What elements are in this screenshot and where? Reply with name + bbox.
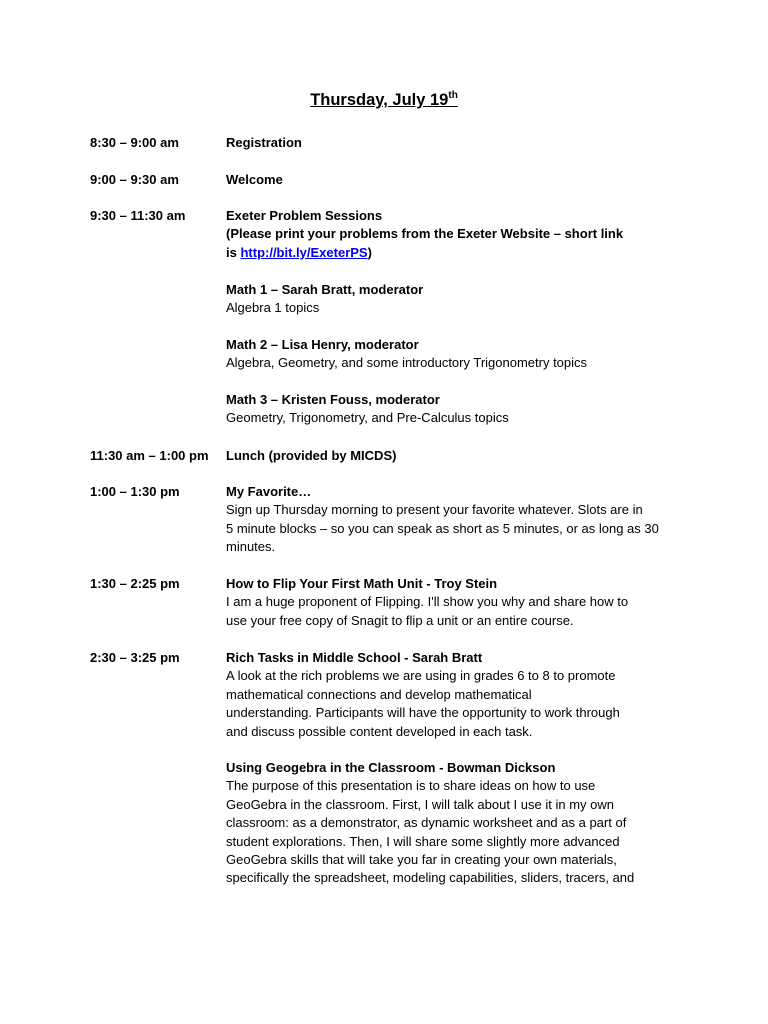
entry-line: mathematical connections and develop mathematical [226, 686, 532, 702]
entry-time: 2:30 – 3:25 pm [90, 650, 180, 665]
note-suffix: ) [367, 244, 372, 260]
entry-line: classroom: as a demonstrator, as dynamic worksheet and as a part of [226, 815, 627, 831]
entry-heading: Using Geogebra in the Classroom - Bowman Dickson [226, 760, 556, 775]
entry-time: 11:30 am – 1:00 pm [90, 448, 209, 463]
entry-line: use your free copy of Snagit to flip a unit or an entire course. [226, 612, 574, 628]
entry-note-link-line [226, 244, 686, 262]
entry-line: A look at the rich problems we are using in grades 6 to 8 to promote [226, 668, 616, 684]
title-text: Thursday, July 19 [310, 91, 449, 109]
entry-text: Geometry, Trigonometry, and Pre-Calculus topics [226, 410, 509, 426]
entry-line: I am a huge proponent of Flipping. I'll show you why and share how to [226, 594, 629, 610]
entry-heading: Registration [226, 135, 302, 150]
entry-text: Algebra 1 topics [226, 300, 320, 316]
note-prefix: is [226, 244, 241, 260]
entry-line: specifically the spreadsheet, modeling capabilities, sliders, tracers, and [226, 870, 635, 886]
entry-line: minutes. [226, 539, 276, 555]
entry-time: 1:30 – 2:25 pm [90, 576, 180, 591]
entry-line: GeoGebra skills that will take you far in creating your own materials, [226, 852, 617, 868]
entry-line: GeoGebra in the classroom. First, I will talk about I use it in my own [226, 796, 614, 812]
entry-line: The purpose of this presentation is to share ideas on how to use [226, 778, 596, 794]
entry-line: and discuss possible content developed in each task. [226, 723, 533, 739]
entry-time: 8:30 – 9:00 am [90, 135, 179, 150]
exeter-short-link[interactable]: http://bit.ly/ExeterPS [240, 244, 368, 260]
entry-line: understanding. Participants will have the opportunity to work through [226, 705, 620, 721]
entry-heading: Math 3 – Kristen Fouss, moderator [226, 392, 440, 407]
entry-line: 5 minute blocks – so you can speak as short as 5 minutes, or as long as 30 [226, 520, 659, 536]
entry-line: Sign up Thursday morning to present your favorite whatever. Slots are in [226, 502, 643, 518]
entry-note: (Please print your problems from the Exeter Website – short link [226, 226, 624, 242]
entry-heading: My Favorite… [226, 484, 312, 499]
entry-time: 1:00 – 1:30 pm [90, 484, 180, 499]
entry-heading: Exeter Problem Sessions [226, 208, 383, 223]
entry-time: 9:00 – 9:30 am [90, 172, 179, 187]
entry-heading: Math 1 – Sarah Bratt, moderator [226, 282, 424, 297]
entry-line: student explorations. Then, I will share some slightly more advanced [226, 833, 620, 849]
entry-time: 9:30 – 11:30 am [90, 208, 186, 223]
entry-heading: Rich Tasks in Middle School - Sarah Bratt [226, 650, 483, 665]
page-title [0, 89, 768, 111]
entry-heading: Welcome [226, 172, 283, 187]
title-superscript: th [448, 90, 458, 101]
entry-heading: How to Flip Your First Math Unit - Troy Stein [226, 576, 498, 591]
entry-heading: Math 2 – Lisa Henry, moderator [226, 337, 419, 352]
entry-heading: Lunch (provided by MICDS) [226, 448, 397, 463]
entry-text: Algebra, Geometry, and some introductory Trigonometry topics [226, 355, 588, 371]
